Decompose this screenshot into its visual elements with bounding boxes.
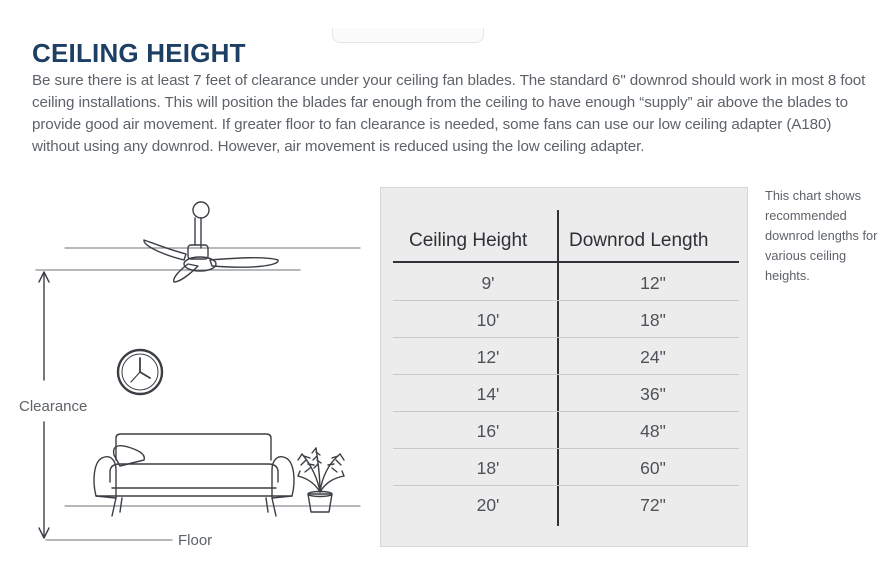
cell-ceiling-height: 18' (476, 458, 500, 478)
cell-downrod-length: 36" (640, 384, 666, 404)
floor-label: Floor (178, 532, 213, 549)
clearance-label: Clearance (19, 398, 88, 415)
table-row (393, 338, 739, 375)
cell-ceiling-height: 10' (476, 310, 500, 330)
downrod-table (380, 187, 748, 547)
cell-ceiling-height: 20' (476, 495, 500, 515)
cell-downrod-length: 18" (640, 310, 666, 330)
cell-ceiling-height: 9' (481, 273, 495, 293)
cell-downrod-length: 48" (640, 421, 666, 441)
page-title: CEILING HEIGHT (32, 38, 246, 68)
intro-paragraph: Be sure there is at least 7 feet of clearance under your ceiling fan blades. The standard 6" downrod should work in most 8 foot ceiling installations. This will position the blades far enough from the ceiling to have enough “supply” air above the blades to provide good air movement. If greater floor to fan clearance is needed, some fans can use our low ceiling adapter (A180) without using any downrod. However, air movement is reduced using the low ceiling adapter. (32, 72, 866, 155)
cell-ceiling-height: 12' (476, 347, 500, 367)
cell-ceiling-height: 16' (476, 421, 500, 441)
top-tab (332, 28, 484, 43)
header-rule (393, 261, 739, 263)
cell-downrod-length: 72" (640, 495, 666, 515)
table-row (393, 301, 739, 338)
plant-icon (298, 448, 344, 512)
table-row (393, 486, 739, 523)
header-downrod-length: Downrod Length (569, 230, 709, 251)
table-row (393, 264, 739, 301)
sofa-icon (94, 434, 294, 516)
cell-downrod-length: 12" (640, 273, 666, 293)
header-ceiling-height: Ceiling Height (409, 230, 528, 251)
chart-note: This chart shows recommended downrod lengths for various ceiling heights. (765, 188, 878, 283)
cell-downrod-length: 24" (640, 347, 666, 367)
table-row (393, 375, 739, 412)
cell-downrod-length: 60" (640, 458, 666, 478)
room-illustration (0, 190, 380, 565)
cell-ceiling-height: 14' (476, 384, 500, 404)
clock-icon (118, 350, 162, 394)
table-row (393, 412, 739, 449)
table-row (393, 449, 739, 486)
